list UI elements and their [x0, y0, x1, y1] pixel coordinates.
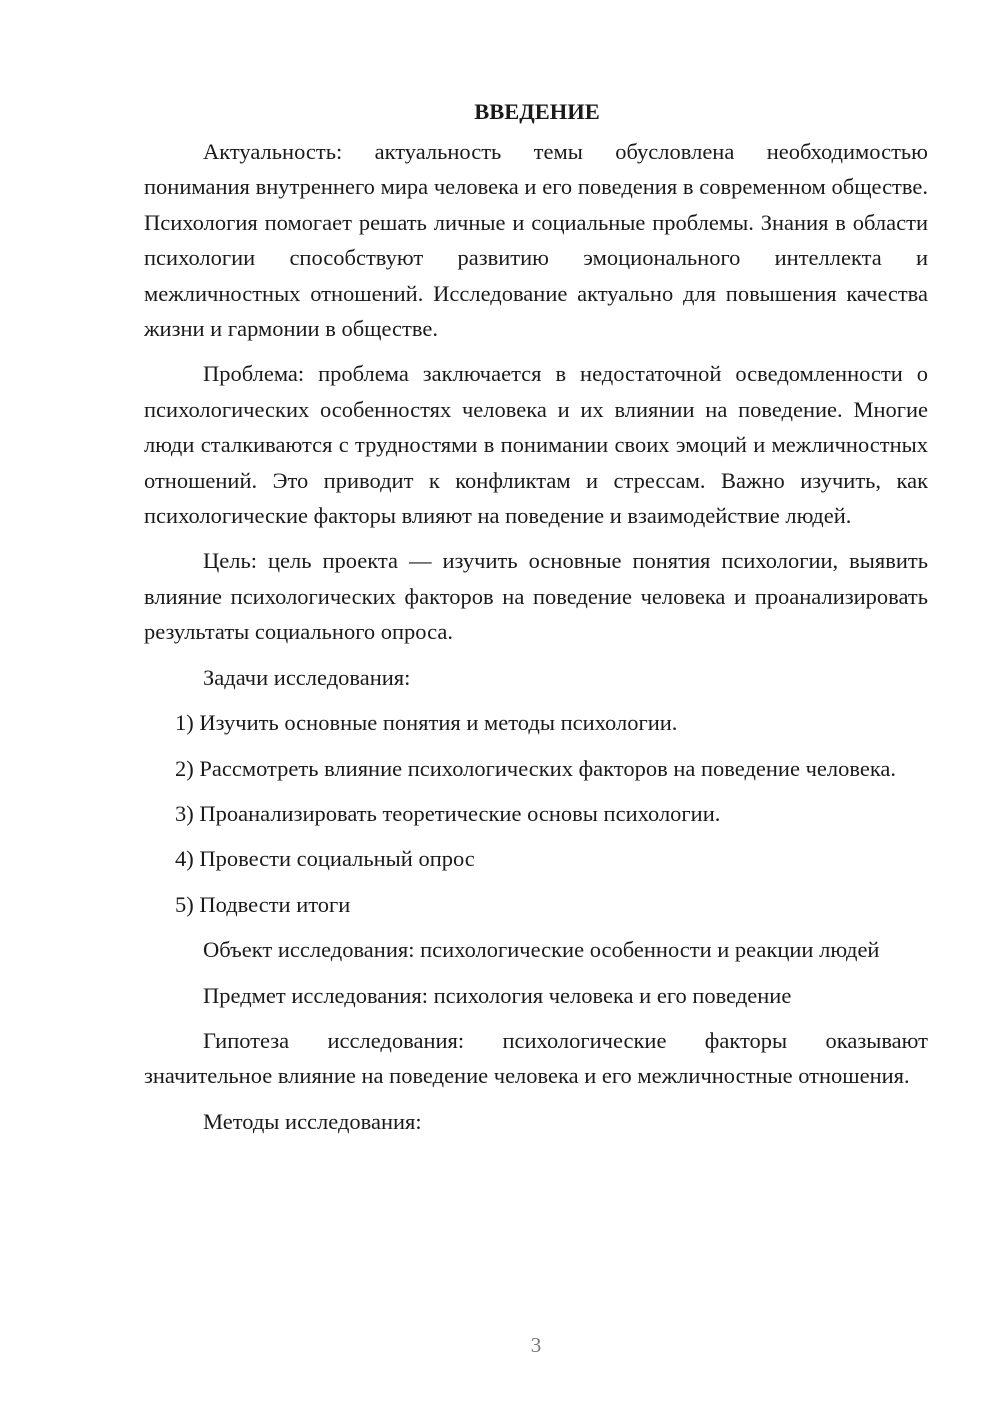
- object-paragraph: Объект исследования: психологические особенности и реакции людей: [203, 937, 880, 963]
- goal-paragraph: Цель: цель проекта — изучить основные понятия психологии, выявить влияние психологических факторов на поведение человека и проанализировать результаты социального опроса.: [144, 548, 928, 645]
- task-item: 1) Изучить основные понятия и методы психологии.: [175, 710, 678, 736]
- page-number: 3: [530, 1333, 542, 1357]
- task-item: 3) Проанализировать теоретические основы психологии.: [175, 800, 721, 826]
- problem-paragraph: Проблема: проблема заключается в недостаточной осведомленности о психологических особенностях человека и их влиянии на поведение. Многие люди сталкиваются с трудностями в понимании своих эмоций и межличностных отношений. Это приводит к конфликтам и стрессам. Важно изучить, как психологические факторы влияют на поведение и взаимодействие людей.: [144, 361, 928, 529]
- relevance-paragraph: Актуальность: актуальность темы обусловлена необходимостью понимания внутреннего мира человека и его поведения в современном обществе. Психология помогает решать личные и социальные проблемы. Знания в области психологии способствуют развитию эмоционального интеллекта и межличностных отношений. Исследование актуально для повышения качества жизни и гармонии в обществе.: [144, 139, 928, 342]
- document-body: [144, 94, 928, 1139]
- subject-paragraph: Предмет исследования: психология человека и его поведение: [203, 982, 792, 1008]
- task-item: 5) Подвести итоги: [175, 891, 351, 917]
- task-item: 2) Рассмотреть влияние психологических факторов на поведение человека.: [175, 755, 897, 781]
- tasks-title: Задачи исследования:: [203, 664, 411, 690]
- hypothesis-paragraph: Гипотеза исследования: психологические факторы оказывают значительное влияние на поведение человека и его межличностные отношения.: [144, 1027, 928, 1089]
- methods-title: Методы исследования:: [203, 1108, 422, 1134]
- section-heading: ВВЕДЕНИЕ: [474, 99, 600, 124]
- task-item: 4) Провести социальный опрос: [175, 846, 475, 872]
